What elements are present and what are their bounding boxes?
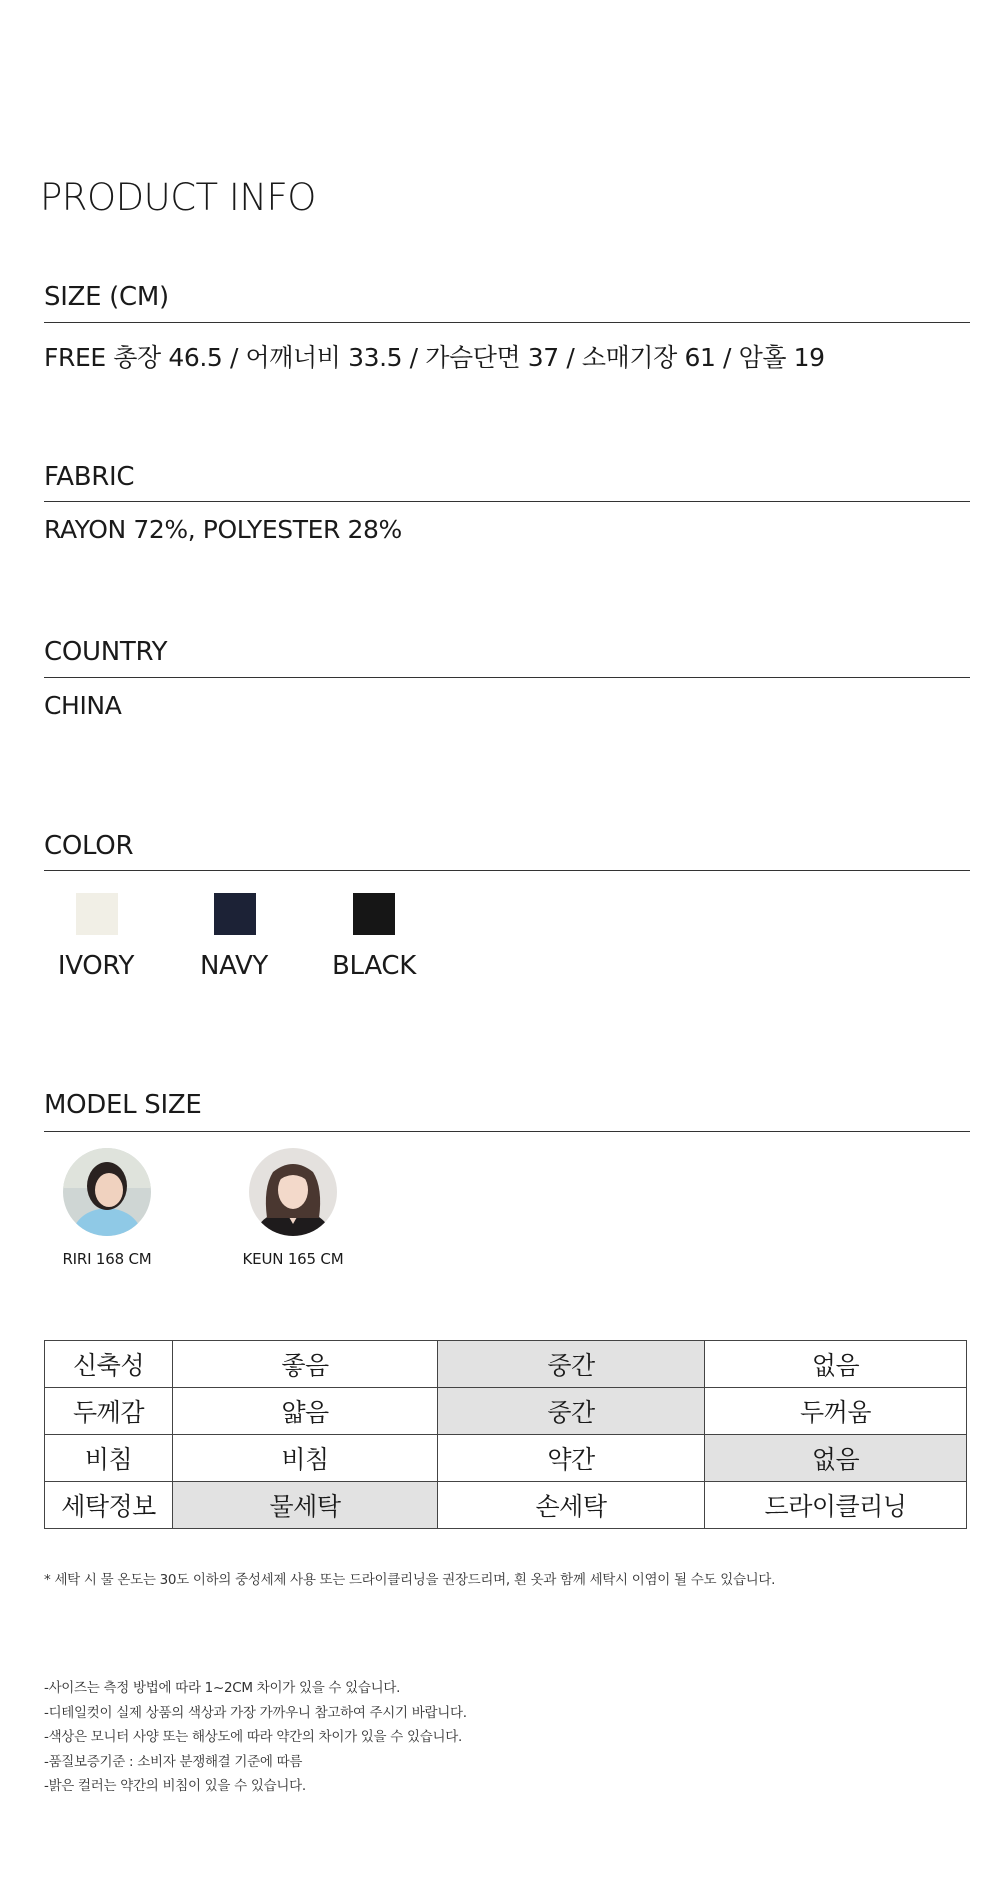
wash-note: * 세탁 시 물 온도는 30도 이하의 중성세제 사용 또는 드라이클리닝을 권장드리며, 흰 옷과 함께 세탁시 이염이 될 수도 있습니다. [44, 1572, 776, 1588]
page-title: PRODUCT INFO [40, 176, 316, 219]
color-divider [44, 870, 970, 871]
color-heading: COLOR [44, 831, 134, 861]
model-size-heading: MODEL SIZE [44, 1090, 202, 1120]
fabric-divider [44, 501, 970, 502]
table-row [45, 1341, 967, 1388]
list-item: -밝은 컬러는 약간의 비침이 있을 수 있습니다. [44, 1778, 306, 1794]
size-heading: SIZE (CM) [44, 282, 169, 312]
property-option: 좋음 [173, 1341, 438, 1388]
model-card-keun [203, 1148, 383, 1268]
property-name: 두께감 [45, 1388, 173, 1435]
swatch-black[interactable] [353, 893, 395, 935]
fabric-value: RAYON 72%, POLYESTER 28% [44, 515, 402, 544]
table-row [45, 1482, 967, 1529]
swatch-ivory[interactable] [76, 893, 118, 935]
table-row [45, 1388, 967, 1435]
model-label-keun: KEUN 165 CM [242, 1250, 344, 1268]
model-card-riri [17, 1148, 197, 1268]
property-option: 물세탁 [173, 1482, 438, 1529]
property-option: 없음 [705, 1435, 967, 1482]
swatch-label-black: BLACK [332, 951, 416, 981]
size-divider [44, 322, 970, 323]
country-divider [44, 677, 970, 678]
list-item: -디테일컷이 실제 상품의 색상과 가장 가까우니 참고하여 주시기 바랍니다. [44, 1704, 467, 1721]
property-option: 중간 [438, 1341, 705, 1388]
property-option: 얇음 [173, 1388, 438, 1435]
property-name: 비침 [45, 1435, 173, 1482]
model-size-divider [44, 1131, 970, 1132]
property-name: 세탁정보 [45, 1482, 173, 1529]
list-item: -품질보증기준 : 소비자 분쟁해결 기준에 따름 [44, 1753, 303, 1770]
swatch-label-ivory: IVORY [57, 951, 135, 981]
property-option: 손세탁 [438, 1482, 705, 1529]
model-label-riri: RIRI 168 CM [62, 1250, 152, 1268]
size-value: FREE 총장 46.5 / 어깨너비 33.5 / 가슴단면 37 / 소매기장 61 / 암홀 19 [44, 343, 825, 372]
property-option: 없음 [705, 1341, 967, 1388]
property-name: 신축성 [45, 1341, 173, 1388]
property-option: 약간 [438, 1435, 705, 1482]
avatar [249, 1148, 337, 1236]
fabric-heading: FABRIC [44, 462, 135, 492]
avatar [63, 1148, 151, 1236]
notes-list [44, 1676, 467, 1799]
property-option: 드라이클리닝 [705, 1482, 967, 1529]
property-option: 두꺼움 [705, 1388, 967, 1435]
list-item: -색상은 모니터 사양 또는 해상도에 따라 약간의 차이가 있을 수 있습니다. [44, 1729, 462, 1745]
swatch-label-navy: NAVY [199, 951, 269, 981]
product-properties-table [44, 1340, 967, 1529]
table-row [45, 1435, 967, 1482]
property-option: 중간 [438, 1388, 705, 1435]
property-option: 비침 [173, 1435, 438, 1482]
country-value: CHINA [44, 691, 122, 720]
country-heading: COUNTRY [44, 637, 168, 667]
list-item: -사이즈는 측정 방법에 따라 1~2CM 차이가 있을 수 있습니다. [44, 1680, 401, 1696]
swatch-navy[interactable] [214, 893, 256, 935]
